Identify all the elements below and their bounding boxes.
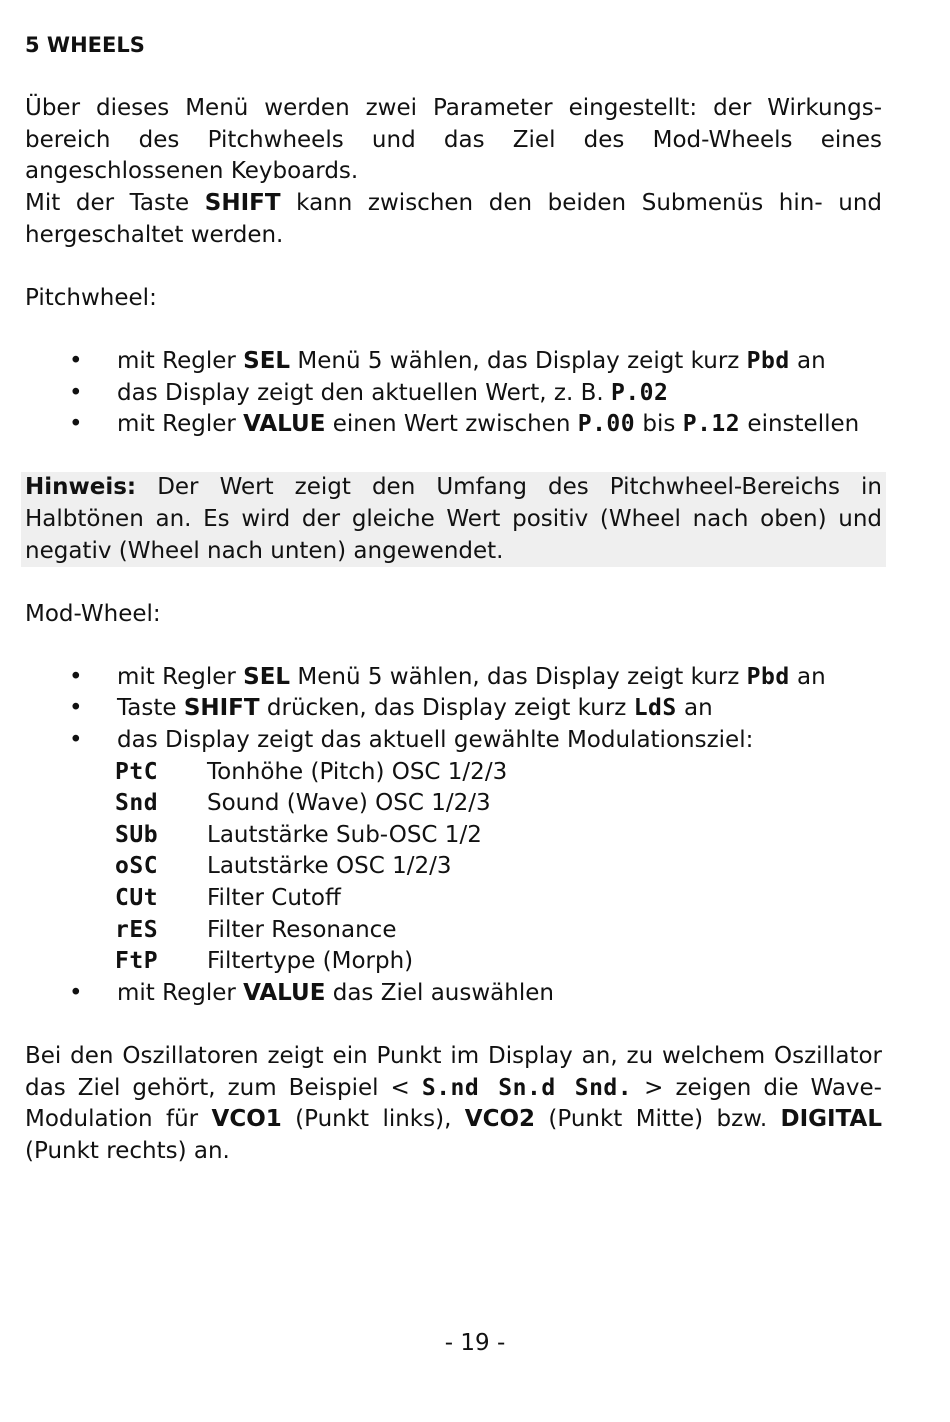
vco1-keyword: VCO1: [211, 1106, 282, 1133]
manual-page: [25, 30, 882, 1167]
target-desc: Filtertype (Morph): [207, 948, 414, 975]
target-code: CUt: [115, 885, 159, 912]
oscillator-paragraph: Bei den Oszillatoren zeigt ein Punkt im Display an, zu welchem Oszillator das Ziel gehört, zum Beispiel < S.nd Sn.d Snd. > zeigen die Wave-Modulation für VCO1 (Punkt links), VCO2 (Punkt Mitte) bzw. DIGITAL (Punkt rechts) an.: [25, 1043, 882, 1164]
list-item: • das Display zeigt den aktuellen Wert, z. B. P.02: [25, 378, 882, 410]
target-code: rES: [115, 916, 159, 943]
display-code: LdS: [633, 695, 677, 722]
bullet-icon: •: [69, 979, 83, 1006]
bullet-icon: •: [69, 663, 83, 690]
hint-box: [21, 472, 886, 567]
target-desc: Filter Resonance: [207, 916, 397, 943]
sel-keyword: SEL: [243, 347, 291, 374]
list-item: • mit Regler VALUE das Ziel auswählen: [25, 978, 882, 1010]
target-desc: Lautstärke OSC 1/2/3: [207, 853, 452, 880]
display-code: S.nd Sn.d Snd.: [421, 1074, 633, 1101]
target-item: [25, 788, 882, 820]
bullet-icon: •: [69, 411, 83, 438]
modwheel-final-step: [25, 978, 882, 1010]
bullet-icon: •: [69, 695, 83, 722]
sel-keyword: SEL: [243, 663, 291, 690]
pitchwheel-title: Pitchwheel:: [25, 284, 157, 311]
pitchwheel-steps: [25, 346, 882, 441]
section-heading: 5 WHEELS: [25, 33, 145, 57]
page-number: - 19 -: [444, 1330, 506, 1356]
hint-label: Hinweis:: [25, 474, 137, 501]
target-desc: Tonhöhe (Pitch) OSC 1/2/3: [207, 758, 508, 785]
shift-keyword: SHIFT: [204, 189, 281, 216]
bullet-icon: •: [69, 347, 83, 374]
target-item: [25, 883, 882, 915]
hint-text: Der Wert zeigt den Umfang des Pitchwheel-Bereichs in Halbtönen an. Es wird der gleiche Wert positiv (Wheel nach oben) und negativ (Wheel nach unten) angewendet.: [25, 474, 882, 564]
modwheel-steps: [25, 662, 882, 757]
target-code: FtP: [115, 948, 159, 975]
target-desc: Filter Cutoff: [207, 885, 341, 912]
shift-paragraph: Mit der Taste SHIFT kann zwischen den beiden Submenüs hin- und hergeschaltet werden.: [25, 189, 882, 248]
target-item: [25, 946, 882, 978]
list-item: • mit Regler SEL Menü 5 wählen, das Display zeigt kurz Pbd an: [25, 662, 882, 694]
digital-keyword: DIGITAL: [780, 1106, 882, 1133]
target-item: [25, 820, 882, 852]
target-item: [25, 757, 882, 789]
display-code: P.12: [682, 411, 741, 438]
target-desc: Sound (Wave) OSC 1/2/3: [207, 790, 491, 817]
list-item: • das Display zeigt das aktuell gewählte Modulationsziel:: [25, 725, 882, 757]
intro-paragraph: Über dieses Menü werden zwei Parameter eingestellt: der Wirkungs-bereich des Pitchwheels und das Ziel des Mod-Wheels eines angeschlossenen Keyboards.: [25, 95, 882, 185]
value-keyword: VALUE: [243, 411, 326, 438]
list-item: • mit Regler VALUE einen Wert zwischen P.00 bis P.12 einstellen: [25, 409, 882, 441]
target-desc: Lautstärke Sub-OSC 1/2: [207, 821, 482, 848]
display-code: P.00: [577, 411, 636, 438]
target-code: SUb: [115, 821, 159, 848]
target-code: PtC: [115, 758, 159, 785]
bullet-icon: •: [69, 727, 83, 754]
list-item: • mit Regler SEL Menü 5 wählen, das Display zeigt kurz Pbd an: [25, 346, 882, 378]
display-code: Pbd: [746, 347, 790, 374]
vco2-keyword: VCO2: [464, 1106, 536, 1133]
target-code: Snd: [115, 790, 159, 817]
target-item: [25, 915, 882, 947]
display-code: P.02: [610, 379, 669, 406]
target-item: [25, 851, 882, 883]
value-keyword: VALUE: [243, 979, 326, 1006]
modulation-target-list: [25, 757, 882, 978]
bullet-icon: •: [69, 379, 83, 406]
target-code: oSC: [115, 853, 159, 880]
display-code: Pbd: [746, 663, 790, 690]
list-item: • Taste SHIFT drücken, das Display zeigt kurz LdS an: [25, 693, 882, 725]
shift-keyword: SHIFT: [183, 695, 260, 722]
modwheel-title: Mod-Wheel:: [25, 600, 161, 627]
